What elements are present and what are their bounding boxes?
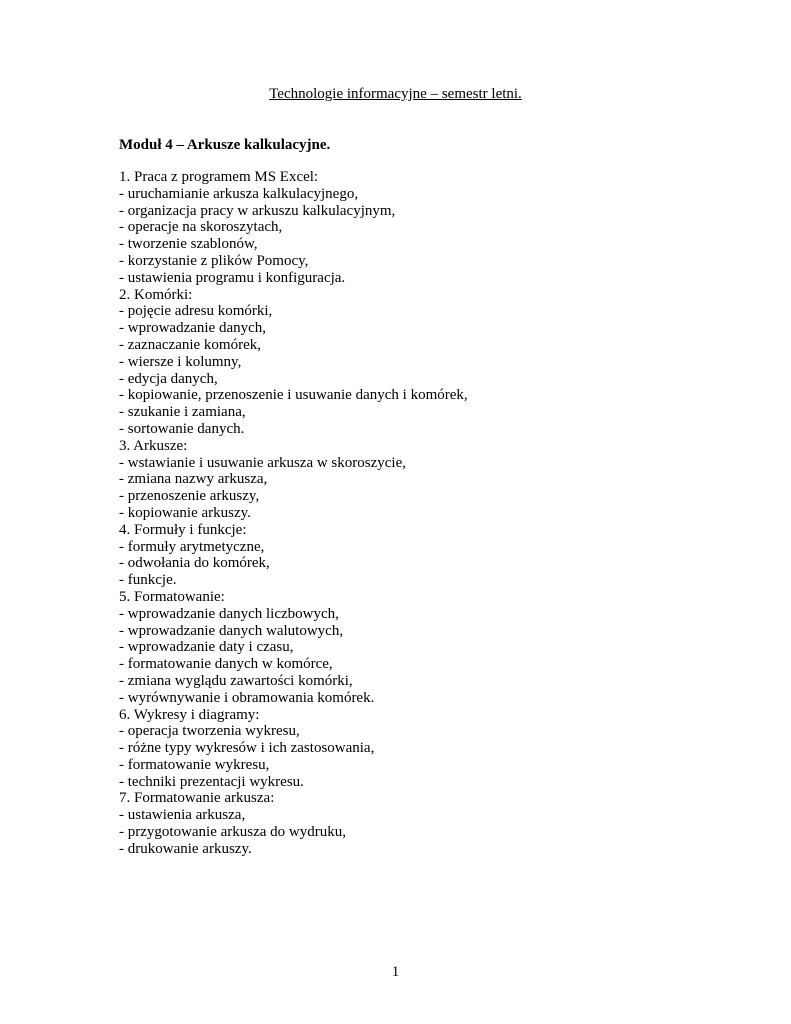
list-item: - tworzenie szablonów, <box>119 236 258 253</box>
list-item: - kopiowanie arkuszy. <box>119 504 251 521</box>
list-item: - wprowadzanie daty i czasu, <box>119 639 294 656</box>
list-item: - techniki prezentacji wykresu. <box>119 773 304 790</box>
list-item: - ustawienia programu i konfiguracja. <box>119 269 346 286</box>
list-item: - funkcje. <box>119 572 177 589</box>
list-item: - wprowadzanie danych, <box>119 320 267 337</box>
list-item: - formuły arytmetyczne, <box>119 538 265 555</box>
list-item: - wiersze i kolumny, <box>119 353 242 370</box>
section-heading: 1. Praca z programem MS Excel: <box>119 169 319 185</box>
list-item: - formatowanie wykresu, <box>119 756 270 773</box>
list-item: - przygotowanie arkusza do wydruku, <box>119 824 347 841</box>
list-item: - organizacja pracy w arkuszu kalkulacyjnym, <box>119 202 396 219</box>
list-item: - ustawienia arkusza, <box>119 807 246 824</box>
list-item: - wprowadzanie danych liczbowych, <box>119 605 339 622</box>
list-item: - korzystanie z plików Pomocy, <box>119 252 309 269</box>
list-item: - szukanie i zamiana, <box>119 404 246 421</box>
list-item: - różne typy wykresów i ich zastosowania, <box>119 740 375 757</box>
list-item: - edycja danych, <box>119 370 218 387</box>
section-heading: 3. Arkusze: <box>119 437 188 454</box>
list-item: - wyrównywanie i obramowania komórek. <box>119 689 375 706</box>
list-item: - zmiana wyglądu zawartości komórki, <box>119 672 353 689</box>
list-item: - odwołania do komórek, <box>119 555 270 572</box>
list-item: - wstawianie i usuwanie arkusza w skoroszycie, <box>119 454 406 471</box>
list-item: - pojęcie adresu komórki, <box>119 303 273 320</box>
section-heading: 4. Formuły i funkcje: <box>119 521 247 538</box>
list-item: - zaznaczanie komórek, <box>119 336 261 353</box>
list-item: - wprowadzanie danych walutowych, <box>119 622 344 639</box>
section-heading: 5. Formatowanie: <box>119 588 225 605</box>
list-item: - operacja tworzenia wykresu, <box>119 723 300 740</box>
list-item: - drukowanie arkuszy. <box>119 840 252 857</box>
list-item: - operacje na skoroszytach, <box>119 219 283 236</box>
list-item: - kopiowanie, przenoszenie i usuwanie danych i komórek, <box>119 387 468 404</box>
list-item: - przenoszenie arkuszy, <box>119 488 260 505</box>
list-item: - sortowanie danych. <box>119 420 245 437</box>
list-item: - formatowanie danych w komórce, <box>119 656 333 673</box>
list-item: - uruchamianie arkusza kalkulacyjnego, <box>119 185 359 202</box>
module-title: Moduł 4 – Arkusze kalkulacyjne. <box>119 137 331 153</box>
page-number: 1 <box>391 964 400 980</box>
list-item: - zmiana nazwy arkusza, <box>119 471 268 488</box>
section-heading: 2. Komórki: <box>119 286 193 303</box>
section-heading: 7. Formatowanie arkusza: <box>119 790 275 807</box>
course-outline <box>119 169 719 858</box>
section-heading: 6. Wykresy i diagramy: <box>119 706 260 723</box>
page-title: Technologie informacyjne – semestr letni. <box>269 86 522 102</box>
